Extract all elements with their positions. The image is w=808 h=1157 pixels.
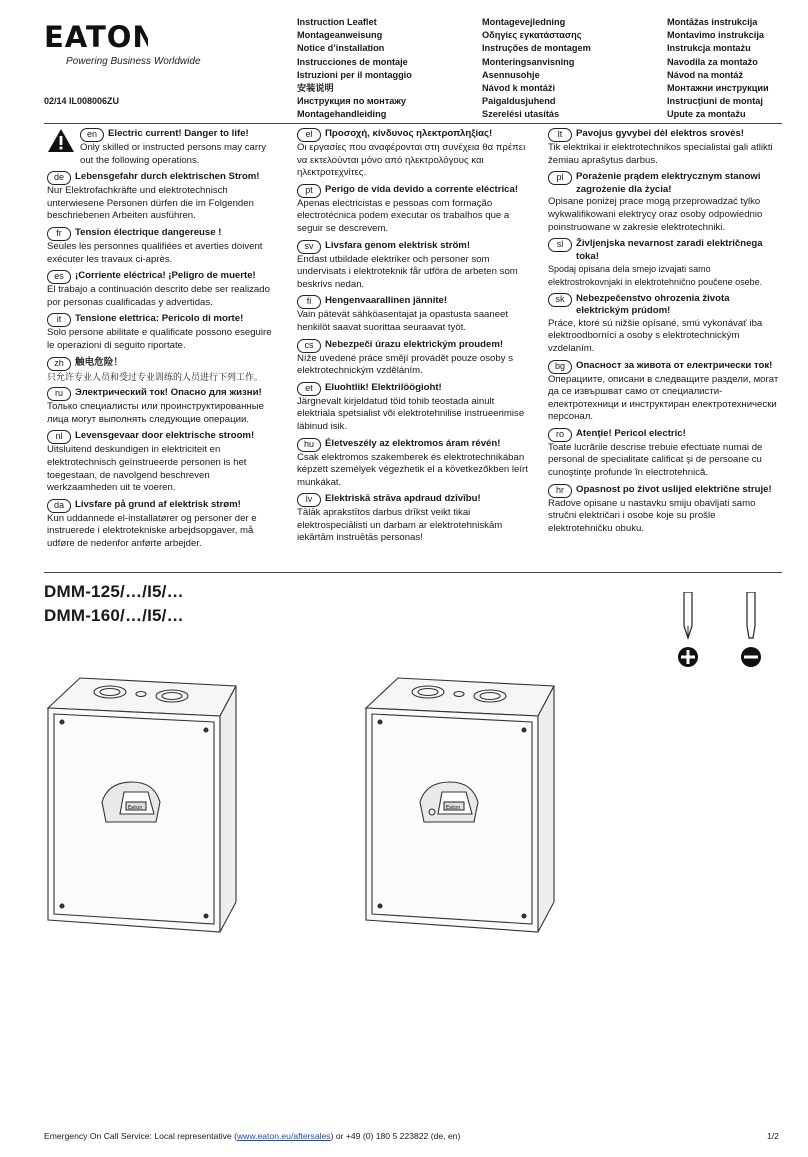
section-title: Nebezpečenstvo ohrozenia života elektrickým prúdom! bbox=[576, 292, 730, 317]
device-label: Eaton bbox=[446, 805, 461, 811]
section-text: Solo persone abilitate e qualificate possono eseguire le operazioni di seguito riportate. bbox=[47, 327, 272, 351]
section-hu bbox=[297, 438, 531, 490]
section-ro bbox=[548, 428, 782, 480]
title-item: Instruction Leaflet bbox=[297, 17, 377, 27]
title-item: 安装说明 bbox=[297, 83, 334, 94]
title-item: Instruções de montagem bbox=[482, 43, 591, 54]
section-title: Življenjska nevarnost zaradi električnega toka! bbox=[576, 238, 763, 262]
title-item: Istruzioni per il montaggio bbox=[297, 69, 412, 80]
section-es bbox=[47, 270, 281, 309]
title-item: Montageanweisung bbox=[297, 30, 383, 41]
title-item: Paigaldusjuhend bbox=[482, 96, 556, 107]
titles-col1 bbox=[297, 16, 412, 122]
section-et bbox=[297, 382, 531, 434]
section-el bbox=[297, 128, 531, 180]
section-title: Nebezpečí úrazu elektrickým proudem! bbox=[325, 338, 504, 350]
content-rule bbox=[44, 572, 782, 573]
section-title: Perigo de vida devido a corrente eléctrica! bbox=[325, 183, 519, 195]
lang-badge: lt bbox=[548, 128, 572, 142]
title-item: Návod k montáži bbox=[482, 83, 556, 94]
section-title: Levensgevaar door elektrische stroom! bbox=[75, 430, 255, 442]
page-number: 1/2 bbox=[767, 1131, 779, 1141]
section-title: Tension électrique dangereuse ! bbox=[75, 226, 222, 238]
section-title: Életveszély az elektromos áram révén! bbox=[325, 437, 501, 449]
title-item: Monteringsanvisning bbox=[482, 56, 575, 67]
phillips-head-icon bbox=[677, 646, 699, 668]
lang-badge: lv bbox=[297, 493, 321, 507]
section-text: Операциите, описани в следващите раздели, могат да се извършват само от специалисти-електротехници и инструктиран електротехнически персонал. bbox=[548, 373, 779, 423]
section-sv bbox=[297, 240, 531, 292]
safety-col2 bbox=[297, 128, 531, 549]
section-text: Tālāk aprakstītos darbus drīkst veikt tikai elektrospeciālisti un darbam ar elektrotehniskām iekārtām instruētās personas! bbox=[297, 507, 503, 544]
device-label: Eaton bbox=[128, 805, 143, 811]
section-text: Järgnevalt kirjeldatud töid tohib teostada ainult elektriala spetsialist või elektrotehnilise instrueerimise läbinud isik. bbox=[297, 395, 525, 432]
section-sk bbox=[548, 293, 782, 356]
safety-col1 bbox=[47, 128, 281, 554]
lang-badge: pl bbox=[548, 171, 572, 185]
section-title: Lebensgefahr durch elektrischen Strom! bbox=[75, 171, 260, 183]
section-cs bbox=[297, 339, 531, 378]
switch-enclosure-illustration-1 bbox=[40, 670, 252, 940]
title-item: Instrucţiuni de montaj bbox=[667, 96, 763, 107]
section-pl bbox=[548, 171, 782, 234]
section-ru bbox=[47, 387, 281, 426]
section-title: Eluohtlik! Elektrilöögioht! bbox=[325, 381, 442, 393]
section-text: Níže uvedené práce smějí provádět pouze osoby s elektrotechnickým vzděláním. bbox=[297, 352, 513, 377]
title-item: Upute za montažu bbox=[667, 109, 746, 120]
section-en bbox=[47, 128, 281, 167]
lang-badge: nl bbox=[47, 430, 71, 444]
section-title: ¡Corriente eléctrica! ¡Peligro de muerte! bbox=[75, 270, 256, 282]
lang-badge: sk bbox=[548, 293, 572, 307]
title-item: Монтажни инструкции bbox=[667, 83, 769, 94]
title-item: Montavimo instrukcija bbox=[667, 30, 764, 41]
lang-badge: fi bbox=[297, 295, 321, 309]
section-text: Práce, ktoré sú nižšie opísané, smú vykonávať iba elektroodborníci a osoby s elektrotechnickým vzdelaním. bbox=[548, 317, 763, 354]
section-title: Livsfara genom elektrisk ström! bbox=[325, 239, 471, 251]
section-title: Pavojus gyvybei dėl elektros srovės! bbox=[576, 128, 744, 139]
title-item: Szerelési utasítás bbox=[482, 109, 560, 120]
section-text: El trabajo a continuación descrito debe ser realizado por personas cualificadas y advertidas. bbox=[47, 284, 270, 308]
section-title: Tensione elettrica: Pericolo di morte! bbox=[75, 313, 244, 325]
model-name-1: DMM-125/…/I5/… bbox=[44, 582, 184, 601]
title-item: Montagevejledning bbox=[482, 17, 566, 27]
flat-screwdriver-icon bbox=[741, 592, 761, 640]
section-text: Только специалисты или проинструктированные лица могут выполнять следующие операции. bbox=[47, 401, 264, 425]
section-title: Atenţie! Pericol electric! bbox=[576, 427, 686, 439]
section-text: Csak elektromos szakemberek és elektrotechnikában képzett személyek végezhetik el a következőkben leírt munkákat. bbox=[297, 451, 528, 488]
titles-col3 bbox=[667, 16, 769, 122]
section-title: Электрический ток! Опасно для жизни! bbox=[75, 387, 262, 399]
section-text: Tik elektrikai ir elektrotechnikos specialistai gali atlikti žemiau aprašytus darbus. bbox=[548, 142, 773, 166]
section-text: Οι εργασίες που αναφέρονται στη συνέχεια θα πρέπει να εκτελούνται μόνο από ηλεκτρολόγους και ηλεκτροτεχνίτες. bbox=[297, 142, 526, 179]
section-zh bbox=[47, 357, 281, 384]
section-text: Endast utbildade elektriker och personer som undervisats i elektroteknik får utföra de arbeten som beskrivs nedan. bbox=[297, 253, 518, 290]
lang-badge: de bbox=[47, 171, 71, 185]
doc-reference: 02/14 IL008006ZU bbox=[44, 96, 120, 106]
lang-badge: zh bbox=[47, 357, 71, 371]
section-hr bbox=[548, 484, 782, 536]
section-text: Seules les personnes qualifiées et averties doivent exécuter les travaux ci-après. bbox=[47, 240, 263, 265]
section-lt bbox=[548, 128, 782, 167]
flat-head-icon bbox=[740, 646, 762, 668]
section-title: Porażenie prądem elektrycznym stanowi zagrożenie dla życia! bbox=[576, 171, 761, 195]
title-item: Navodila za montažo bbox=[667, 56, 758, 67]
phillips-screwdriver-icon bbox=[678, 592, 698, 640]
lang-badge: cs bbox=[297, 339, 321, 353]
section-title: Opasnost po život uslijed električne struje! bbox=[576, 483, 772, 495]
footer bbox=[44, 1131, 460, 1141]
lang-badge: hu bbox=[297, 438, 321, 452]
section-text: Nur Elektrofachkräfte und elektrotechnisch unterwiesene Personen dürfen die im Folgenden beschriebenen Arbeiten ausführen. bbox=[47, 185, 254, 222]
title-item: Instrucciones de montaje bbox=[297, 56, 408, 67]
lang-badge: da bbox=[47, 499, 71, 513]
section-lv bbox=[297, 493, 531, 545]
title-item: Návod na montáž bbox=[667, 69, 744, 80]
lang-badge: pt bbox=[297, 184, 321, 198]
title-item: Asennusohje bbox=[482, 69, 540, 80]
section-title: Hengenvaarallinen jännite! bbox=[325, 295, 448, 307]
lang-badge: fr bbox=[47, 227, 71, 241]
lang-badge: en bbox=[80, 128, 104, 142]
lang-badge: sv bbox=[297, 240, 321, 254]
aftersales-link[interactable]: www.eaton.eu/aftersales bbox=[236, 1131, 331, 1141]
section-text: 只允许专业人员和受过专业训练的人员进行下列工作。 bbox=[47, 371, 264, 382]
section-fi bbox=[297, 295, 531, 334]
section-title: Elektriskā strāva apdraud dzīvību! bbox=[325, 493, 481, 505]
lang-badge: bg bbox=[548, 360, 572, 374]
section-bg bbox=[548, 360, 782, 424]
section-text: Vain pätevät sähköasentajat ja opastusta saaneet henkilöt saavat suorittaa seuraavat työt. bbox=[297, 309, 509, 333]
title-item: Montāžas instrukcija bbox=[667, 17, 758, 27]
title-item: Инструкция по монтажу bbox=[297, 96, 406, 107]
lang-badge: hr bbox=[548, 484, 572, 498]
section-text: Spodaj opisana dela smejo izvajati samo elektrostrokovnjaki in elektrotehnično poučene osebe. bbox=[548, 264, 763, 287]
lang-badge: el bbox=[297, 128, 321, 142]
section-title: 触电危险！ bbox=[75, 356, 123, 368]
section-text: Only skilled or instructed persons may carry out the following operations. bbox=[80, 142, 267, 166]
section-sl bbox=[548, 238, 782, 288]
header-rule bbox=[44, 123, 782, 124]
switch-enclosure-illustration-2 bbox=[358, 670, 570, 940]
section-text: Kun uddannede el-installatører og personer der e instruerede i elektrotekniske arbejdsopgaver, må udføre de nedenfor anførte arbejder. bbox=[47, 512, 257, 549]
section-pt bbox=[297, 184, 531, 236]
section-it bbox=[47, 313, 281, 352]
title-item: Instrukcja montażu bbox=[667, 43, 751, 54]
lang-badge: it bbox=[47, 313, 71, 327]
lang-badge: et bbox=[297, 382, 321, 396]
lang-badge: ro bbox=[548, 428, 572, 442]
lang-badge: sl bbox=[548, 238, 572, 252]
section-text: Toate lucrările descrise trebuie efectuate numai de personal de specialitate calificat şi de persoane cu cunoştinţe profunde în electrotehnică. bbox=[548, 441, 763, 479]
section-title: Προσοχή, κίνδυνος ηλεκτροπληξίας! bbox=[325, 128, 493, 139]
footer-prefix: Emergency On Call Service: Local representative ( bbox=[44, 1131, 237, 1141]
section-text: Apenas electricistas e pessoas com formação electrotécnica podem executar os trabalhos que a seguir se descrevem. bbox=[297, 197, 510, 234]
safety-col3 bbox=[548, 128, 782, 539]
title-item: Montagehandleiding bbox=[297, 109, 387, 120]
eaton-logo bbox=[44, 22, 148, 57]
lang-badge: es bbox=[47, 270, 71, 284]
section-title: Livsfare på grund af elektrisk strøm! bbox=[75, 498, 241, 510]
tagline: Powering Business Worldwide bbox=[66, 56, 201, 67]
section-nl bbox=[47, 430, 281, 494]
section-de bbox=[47, 171, 281, 223]
section-fr bbox=[47, 227, 281, 266]
section-title: Electric current! Danger to life! bbox=[108, 128, 249, 139]
section-title: Опасност за живота от електрически ток! bbox=[576, 359, 773, 371]
section-text: Radove opisane u nastavku smiju obavljati samo stručni električari i osobe koje su prošle elektrotehničku obuku. bbox=[548, 497, 756, 534]
section-da bbox=[47, 499, 281, 551]
footer-suffix: ) or +49 (0) 180 5 223822 (de, en) bbox=[330, 1131, 461, 1141]
section-text: Uitsluitend deskundigen in elektriciteit en elektrotechnisch geïnstrueerde personen is het toegestaan, de navolgend beschreven werkzaamheden uit te voeren. bbox=[47, 444, 247, 494]
titles-col2 bbox=[482, 16, 591, 122]
section-text: Opisane poniżej prace mogą przeprowadzać tylko wykwalifikowani elektrycy oraz osoby odpowiednio poinstruowane w zakresie elektrotechniki. bbox=[548, 196, 763, 233]
title-item: Notice d’installation bbox=[297, 43, 385, 54]
lang-badge: ru bbox=[47, 387, 71, 401]
model-name-2: DMM-160/…/I5/… bbox=[44, 606, 184, 625]
svg-text:EATON: EATON bbox=[44, 23, 148, 49]
title-item: Οδηγίες εγκατάστασης bbox=[482, 30, 582, 41]
eaton-logo-mark bbox=[44, 23, 148, 49]
